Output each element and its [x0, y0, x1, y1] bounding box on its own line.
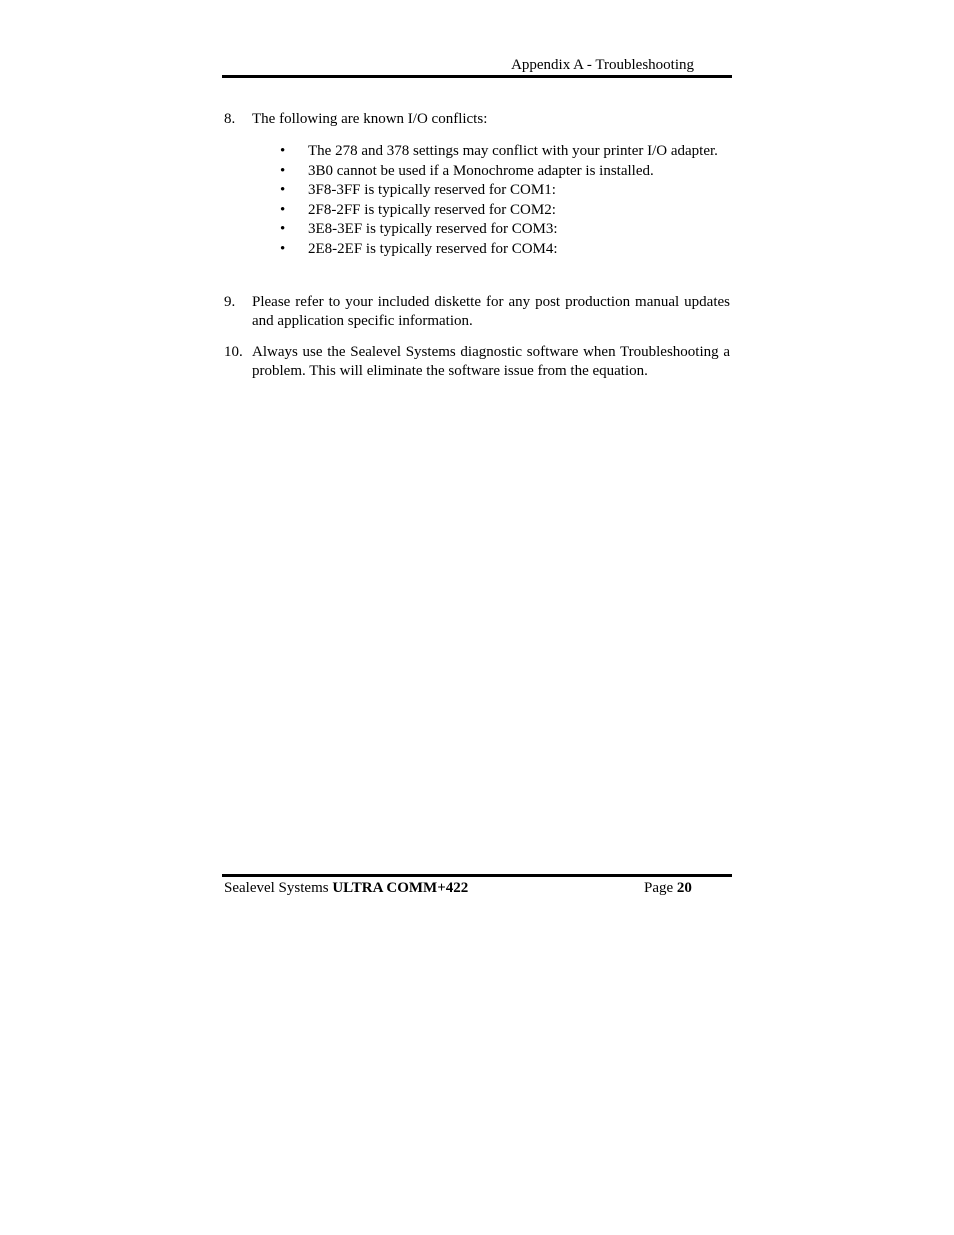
bullet-icon: • [280, 221, 286, 237]
footer-page-number: 20 [676, 880, 692, 896]
bullet-item [280, 240, 730, 259]
footer-page-label: Page [644, 880, 677, 896]
bullet-text: The 278 and 378 settings may conflict with your printer I/O adapter. [308, 143, 718, 159]
list-item-9 [222, 293, 730, 330]
header-rule [222, 75, 732, 78]
bullet-text: 3E8-3EF is typically reserved for COM3: [308, 221, 558, 237]
footer-product [224, 879, 468, 897]
io-conflicts-list [222, 142, 730, 258]
footer-company: Sealevel Systems [224, 880, 333, 896]
item-text: The following are known I/O conflicts: [252, 111, 488, 127]
bullet-text: 3F8-3FF is typically reserved for COM1: [308, 182, 556, 198]
item-text: Please refer to your included diskette for any post production manual updates and application specific information. [252, 294, 730, 329]
list-item-8 [222, 110, 730, 129]
footer-rule [222, 874, 732, 877]
item-number: 8. [224, 111, 236, 127]
running-header: Appendix A - Troubleshooting [511, 57, 694, 73]
item-number: 9. [224, 294, 236, 310]
bullet-icon: • [280, 162, 286, 179]
item-text: Always use the Sealevel Systems diagnostic software when Troubleshooting a problem. This will eliminate the software issue from the equation. [252, 344, 730, 379]
bullet-item [280, 220, 730, 239]
bullet-text: 2F8-2FF is typically reserved for COM2: [308, 201, 556, 218]
bullet-text: 3B0 cannot be used if a Monochrome adapter is installed. [308, 162, 654, 179]
bullet-icon: • [280, 201, 286, 218]
footer-page [644, 879, 692, 897]
bullet-text: 2E8-2EF is typically reserved for COM4: [308, 240, 558, 257]
bullet-icon: • [280, 240, 286, 257]
bullet-item [280, 181, 730, 200]
list-item-10 [222, 343, 730, 380]
bullet-icon: • [280, 182, 286, 198]
bullet-item [280, 162, 730, 181]
footer-product-name: ULTRA COMM+422 [332, 880, 469, 896]
bullet-icon: • [280, 143, 286, 159]
bullet-item [280, 142, 730, 161]
item-number: 10. [224, 344, 243, 360]
bullet-item [280, 201, 730, 220]
